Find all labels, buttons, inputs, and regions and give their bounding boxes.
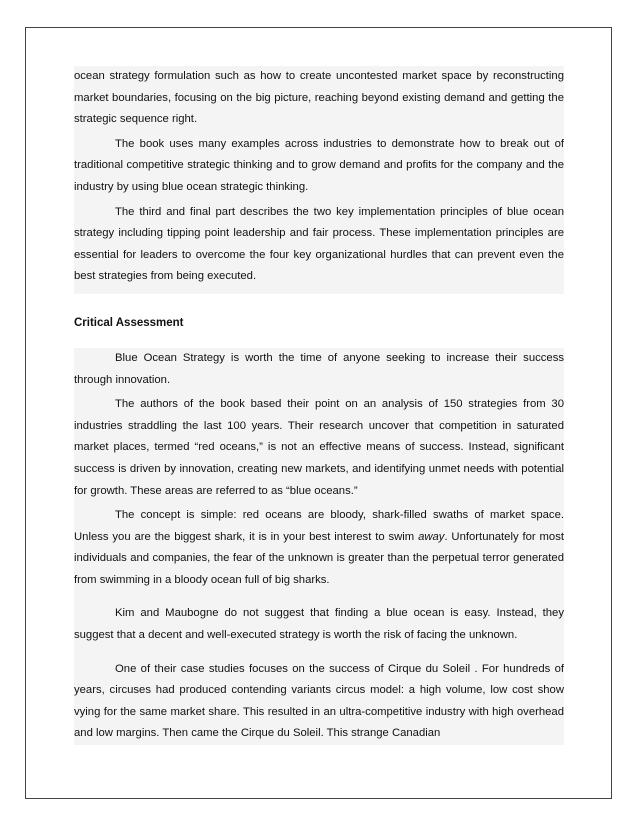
concept-emphasis: away [418, 530, 445, 543]
paragraph-kim: Kim and Maubogne do not suggest that finding a blue ocean is easy. Instead, they suggest that a decent and well-executed strategy is worth the risk of facing the unknown. [74, 607, 564, 642]
assessment-section [74, 348, 564, 745]
paragraph-cirque: One of their case studies focuses on the success of Cirque du Soleil . For hundreds of years, circuses had produced contending variants circus model: a high volume, low cost show vying for the same market share. This resulted in an ultra-competitive industry with high overhead and low margins. Then came the Cirque du Soleil. This strange Canadian [74, 662, 564, 740]
summary-section [74, 66, 564, 294]
paragraph-concept [74, 505, 564, 591]
document-body [74, 66, 564, 745]
paragraph-examples: The book uses many examples across industries to demonstrate how to break out of traditional competitive strategic thinking and to grow demand and profits for the company and the industry by using blue ocean strategic thinking. [74, 137, 564, 193]
concept-text-end: . Unfortunately for most individuals and companies, the fear of the unknown is greater than the perpetual terror generated from swimming in a bloody ocean full of big sharks. [74, 530, 564, 586]
concept-text-start: The concept is simple: red oceans are bloody, shark-filled swaths of market space. Unless you are the biggest shark, it is in your best interest to swim [74, 509, 564, 543]
paragraph-authors: The authors of the book based their point on an analysis of 150 strategies from 30 industries straddling the last 100 years. Their research uncover that competition in saturated market places, termed “red oceans,” is not an effective means of success. Instead, significant success is driven by innovation, creating new markets, and identifying unmet needs with potential for growth. These areas are referred to as “blue oceans.” [74, 398, 564, 497]
paragraph-implementation: The third and final part describes the two key implementation principles of blue ocean strategy including tipping point leadership and fair process. These implementation principles are essential for leaders to overcome the four key organizational hurdles that can prevent even the best strategies from being executed. [74, 205, 564, 283]
section-heading: Critical Assessment [74, 316, 184, 329]
paragraph-continuation: ocean strategy formulation such as how to create uncontested market space by reconstructing market boundaries, focusing on the big picture, reaching beyond existing demand and getting the strategic sequence right. [74, 70, 564, 126]
paragraph-worth: Blue Ocean Strategy is worth the time of anyone seeking to increase their success through innovation. [74, 351, 564, 386]
